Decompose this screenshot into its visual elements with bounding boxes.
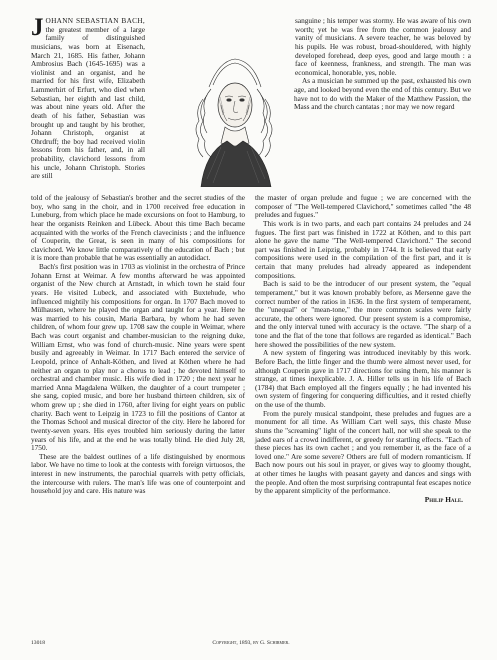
opening-name: OHANN SEBASTIAN BACH, bbox=[45, 16, 145, 25]
page bbox=[31, 14, 471, 632]
paragraph: This work is in two parts, and each part contains 24 preludes and 24 fugues. The first part was finished in 1722 at Köthen, and to this part alone he gave the name "The Well-tempered Clavichord." The second part was finished in Leipzig, probably in 1744. It is believed that early compositions were used in the compilation of the first part, and it is certain that many preludes had already appeared as independent compositions. bbox=[255, 218, 471, 280]
paragraph: These are the baldest outlines of a life distinguished by enormous labor. We have no time to look at the contests with foreign virtuosos, the interest in new instruments, the parochial quarrels with petty officials, the intercourse with rulers. The man's life was one of counterpoint and household joy and care. His nature was bbox=[31, 451, 245, 496]
paragraph: A new system of fingering was introduced inevitably by this work. Before Bach, the little finger and the thumb were almost never used, for although Couperin gave in 1717 directions for using them, his manner is strange, at times inexplicable. J. A. Hiller tells us in his life of Bach (1784) that Bach employed all the fingers equally ; he had invented his own system of fingering for conquering difficulties, and it rested chiefly on the use of the thumb. bbox=[255, 348, 471, 409]
column-left-bottom bbox=[31, 194, 245, 496]
author-signature: Philip Hale. bbox=[424, 494, 463, 504]
paragraph: Bach is said to be the introducer of our present system, the "equal temperament," but it was known probably before, as Mersenne gave the correct number of the ratios in 1636. In the first system of temperament, the "unequal" or "mean-tone," the more common scales were fairly accurate, the others were ignored. Our present system is a compromise, and the only interval tuned with accuracy is the octave. "The sharp of a tone and the flat of the tone that follows are regarded as identical." Bach here showed the possibilities of the new system. bbox=[255, 279, 471, 349]
paragraph: the master of organ prelude and fugue ; we are concerned with the composer of "The Well-tempered Clavichord," sometimes called "the 48 preludes and fugues." bbox=[255, 193, 471, 220]
opening-paragraph: the greatest member of a large family of distinguished musicians, was born at Eisenach, March 21, 1685. His father, Johann Ambrosius Bach (1645-1695) was a violinist and an organist, and he married for his first wife, Elizabeth Lammerhirt of Erfurt, who died when Sebastian, her eighth and last child, was about nine years old. After the death of his father, Sebastian was brought up and taught by his brother, Johann Christoph, organist at Ohrdruff; the boy had received violin lessons from his father, and, in all probability, clavichord lessons from his uncle, Johann Christoph. Stories are still bbox=[31, 24, 145, 181]
paragraph: sanguine ; his temper was stormy. He was aware of his own worth; yet he was free from the common jealousy and vanity of musicians. A severe teacher, he was beloved by his pupils. He was robust, broad-shouldered, with highly developed forehead, deep eyes, good and large mouth : a face of keenness, frankness, and strength. The man was economical, honorable, yes, noble. bbox=[295, 16, 471, 77]
opening-block bbox=[31, 14, 145, 181]
drop-cap: J bbox=[31, 14, 43, 41]
portrait-engraving-icon bbox=[181, 39, 291, 187]
paragraph: From the purely musical standpoint, these preludes and fugues are a monument for all time. As William Cart well says, this chaste Muse shuns the "screaming" light of the concert hall, nor will she speak to the jaded ears of a crowd indifferent, or greedy for startling effects. "Each of these pieces has its own cachet ; and you remember it, as the face of a loved one." Are some severe? Others are full of modern romanticism. If Bach now pours out his soul in prayer, or gives way to gloomy thought, at other times he laughs with peasant gayety and dances and sings with the people. And often the most surprising contrapuntal feat escapes notice by the apparent simplicity of the performance. bbox=[255, 408, 471, 496]
copyright-notice: Copyright, 1893, by G. Schirmer. bbox=[212, 640, 290, 646]
paragraph: Bach's first position was in 1703 as violinist in the orchestra of Prince Johann Ernst at Weimar. A few months afterward he was appointed organist of the New church at Arnstadt, in which town he staid four years. He visited Lubeck, and associated with Buxtehude, who influenced mightily his compositions for organ. In 1707 Bach moved to Mülhausen, where he played the organ and taught for a year. Here he was married to his cousin, Maria Barbara, by whom he had seven children, of whom four grew up. 1708 saw the couple in Weimar, where Bach was court organist and chamber-musician to the reigning duke, William Ernst, who was fond of church-music. Nine years were spent busily and agreeably in Weimar. In 1717 Bach entered the service of Leopold, prince of Anhalt-Köthen, and lived at Köthen where he had neither an organ to play nor a chorus to lead ; he devoted himself to orchestral and chamber music. His wife died in 1720 ; the next year he married Anna Magdalena Wülken, the daughter of a court trumpeter ; she sang, copied music, and bore her husband thirteen children, six of whom grew up ; she died in 1760, after living for eight years on public charity. Bach went to Leipzig in 1723 to fill the positions of Cantor at the Thomas School and musical director of the city. Here he labored for twenty-seven years. His eyes troubled him seriously during the latter years of his life, and at the end he was totally blind. He died July 28, 1750. bbox=[31, 262, 245, 453]
bach-portrait-image bbox=[181, 39, 291, 187]
paragraph: As a musician he summed up the past, exhausted his own age, and looked beyond even the end of this century. But we have not to do with the Maker of the Matthew Passion, the Mass and the church cantatas ; nor may we now regard bbox=[294, 76, 471, 112]
paragraph: told of the jealousy of Sebastian's brother and the secret studies of the boy, who sang in the choir, and in 1700 received free education in Luneburg, from which place he made excursions on foot to Hamburg, to hear the organists Reinken and Lübeck. About this time Bach became acquainted with the works of the French clavecinists ; and the influence of Couperin, the Great, is seen in many of his compositions for clavichord. We know little comparatively of the education of Bach ; but it is more than probable that he was essentially an autodidact. bbox=[31, 193, 245, 263]
column-right-bottom bbox=[255, 194, 471, 505]
plate-number: 13018 bbox=[31, 640, 45, 646]
column-right-top bbox=[295, 17, 471, 112]
